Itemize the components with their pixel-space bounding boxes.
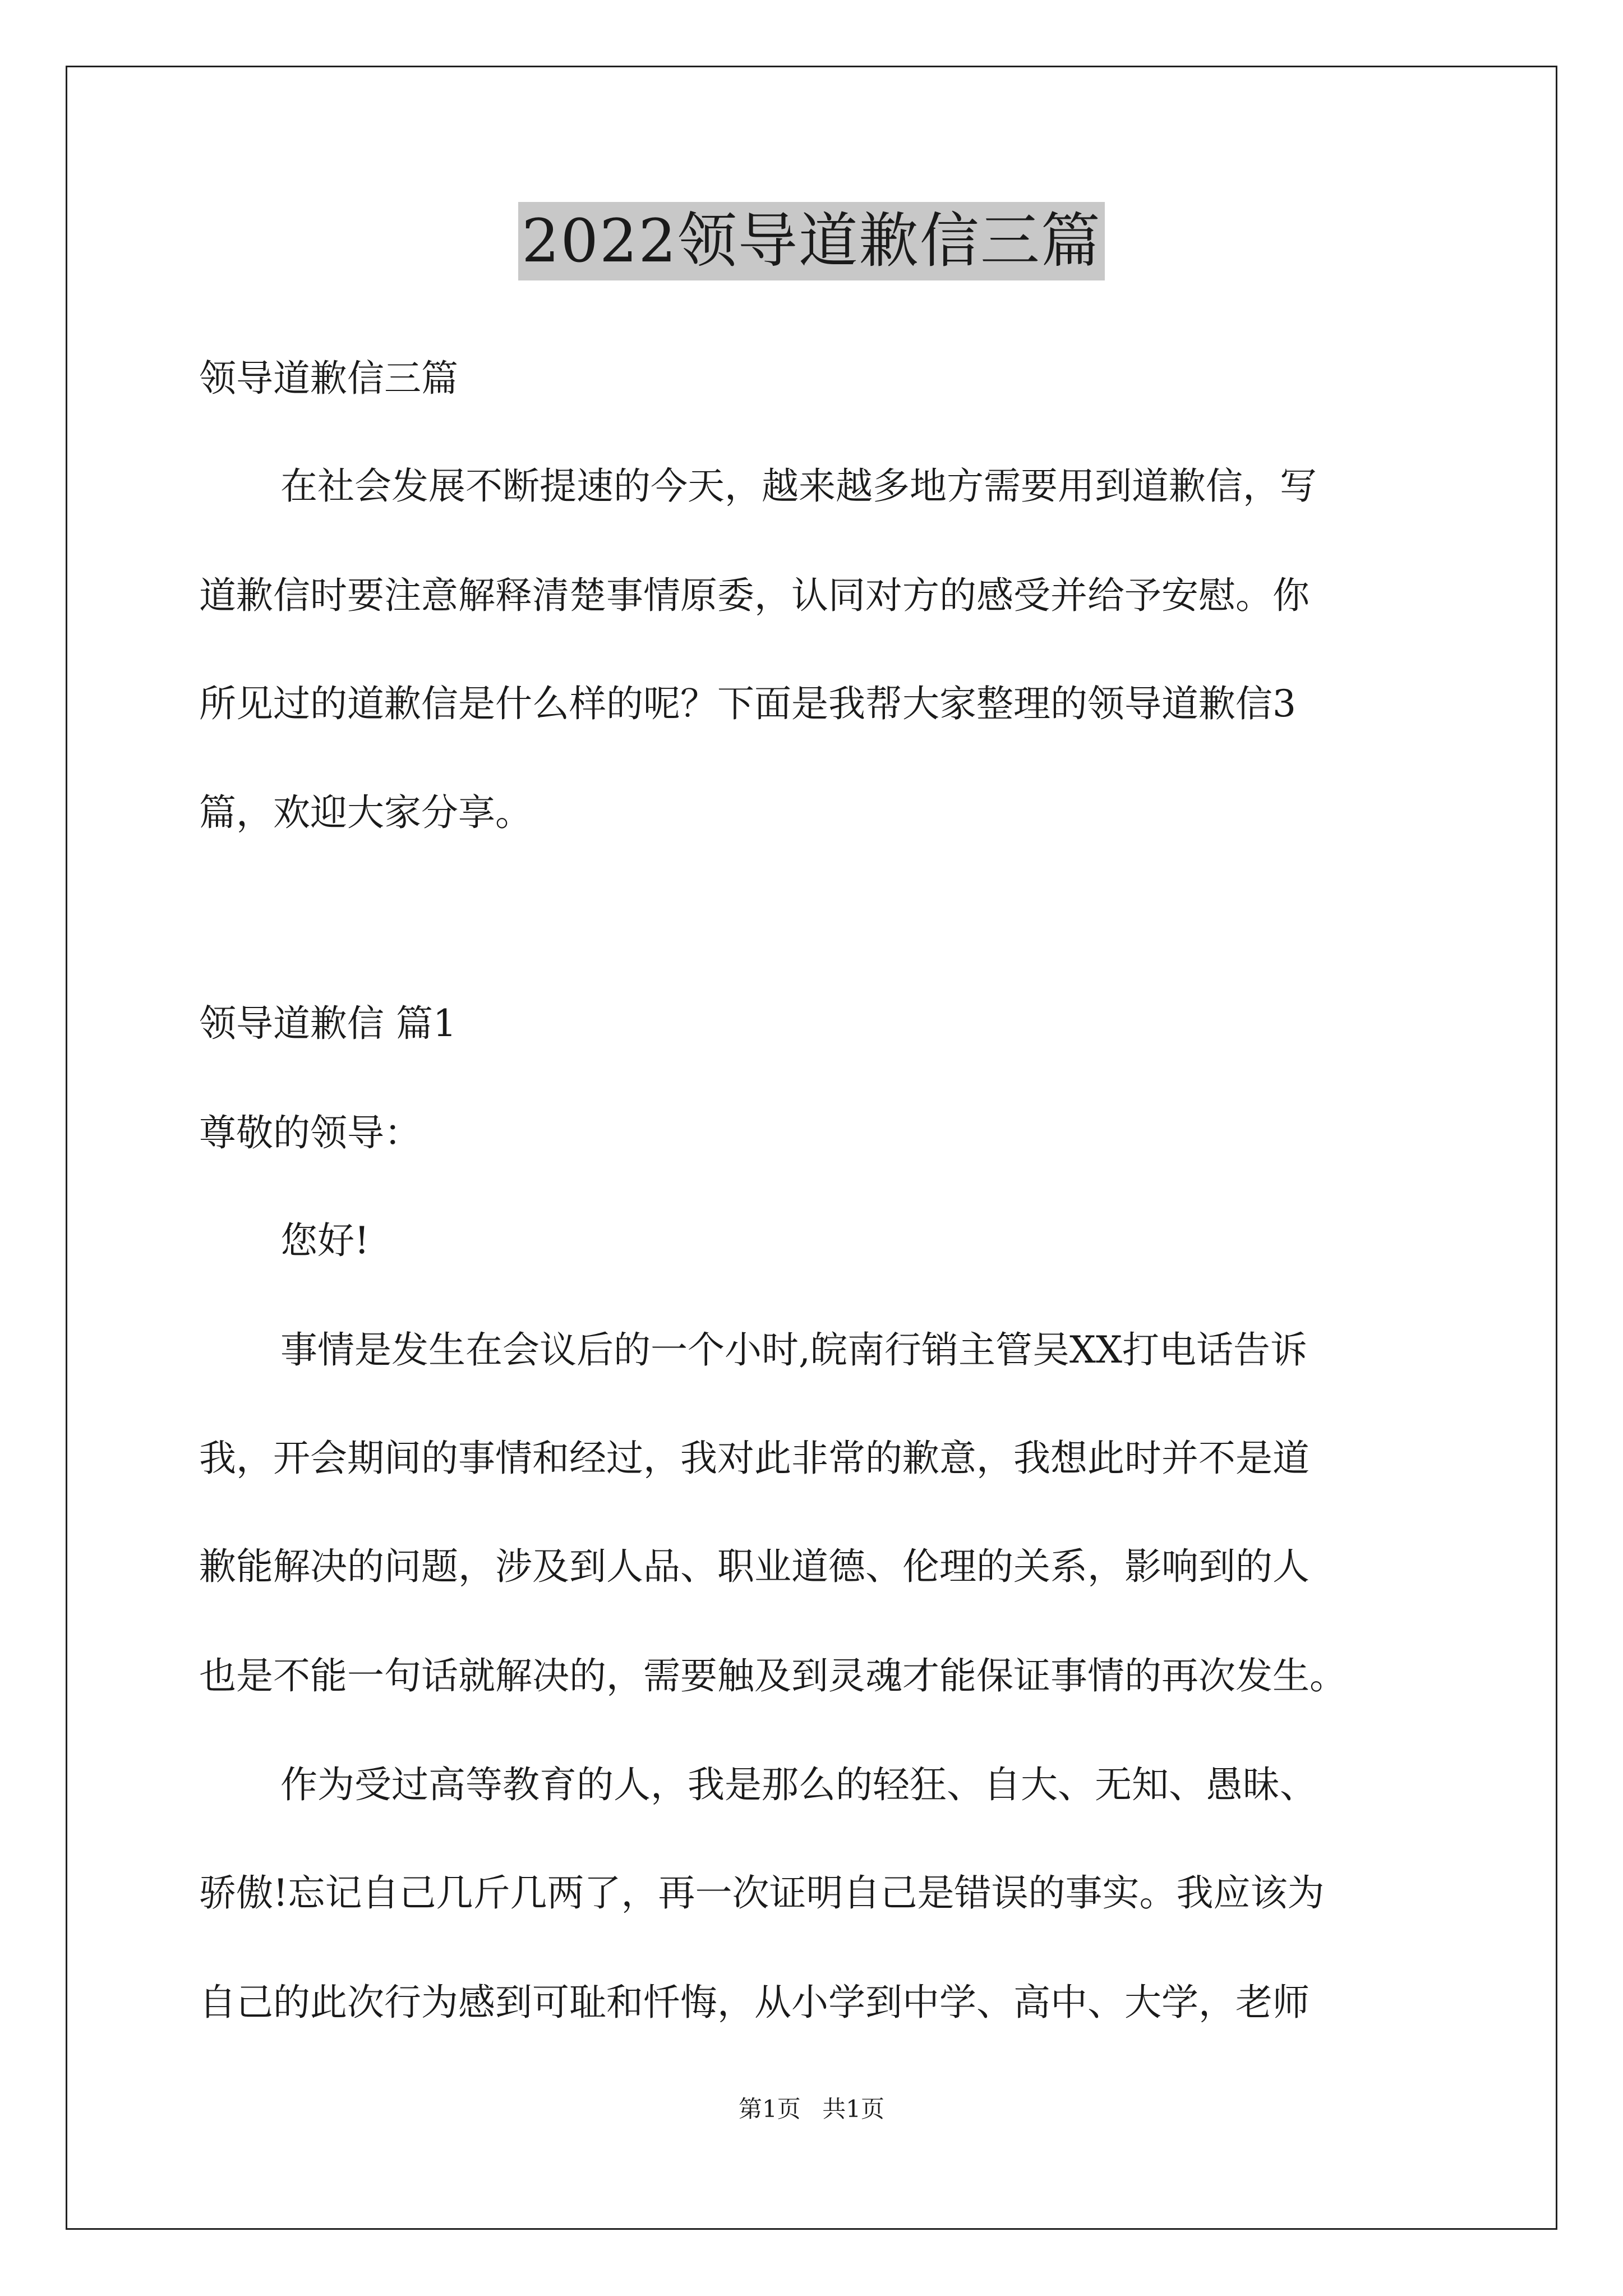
intro-line-4: 篇，欢迎大家分享。 [199,791,532,834]
paragraph2-line-1: 作为受过高等教育的人，我是那么的轻狂、自大、无知、愚昧、 [280,1763,1317,1806]
section-heading: 领导道歉信 篇1 [199,1002,457,1045]
intro-line-3: 所见过的道歉信是什么样的呢？下面是我帮大家整理的领导道歉信3 [199,682,1296,725]
document-title: 2022领导道歉信三篇 [518,202,1105,280]
paragraph2-line-2: 骄傲!忘记自己几斤几两了，再一次证明自己是错误的事实。我应该为 [199,1871,1325,1915]
greeting: 您好! [280,1219,370,1262]
paragraph1-line-4: 也是不能一句话就解决的，需要触及到灵魂才能保证事情的再次发生。 [199,1654,1347,1697]
document-subtitle: 领导道歉信三篇 [199,357,458,400]
salutation: 尊敬的领导： [199,1111,421,1154]
paragraph1-line-2: 我，开会期间的事情和经过，我对此非常的歉意，我想此时并不是道 [199,1437,1310,1480]
page-footer: 第1页 共1页 [739,2095,884,2123]
intro-line-1: 在社会发展不断提速的今天，越来越多地方需要用到道歉信，写 [280,464,1317,508]
title-container [0,202,1623,280]
intro-line-2: 道歉信时要注意解释清楚事情原委，认同对方的感受并给予安慰。你 [199,574,1310,617]
paragraph2-line-3: 自己的此次行为感到可耻和忏悔，从小学到中学、高中、大学，老师 [199,1981,1310,2024]
paragraph1-line-3: 歉能解决的问题，涉及到人品、职业道德、伦理的关系，影响到的人 [199,1545,1310,1588]
paragraph1-line-1: 事情是发生在会议后的一个小时,皖南行销主管吴XX打电话告诉 [280,1328,1307,1372]
